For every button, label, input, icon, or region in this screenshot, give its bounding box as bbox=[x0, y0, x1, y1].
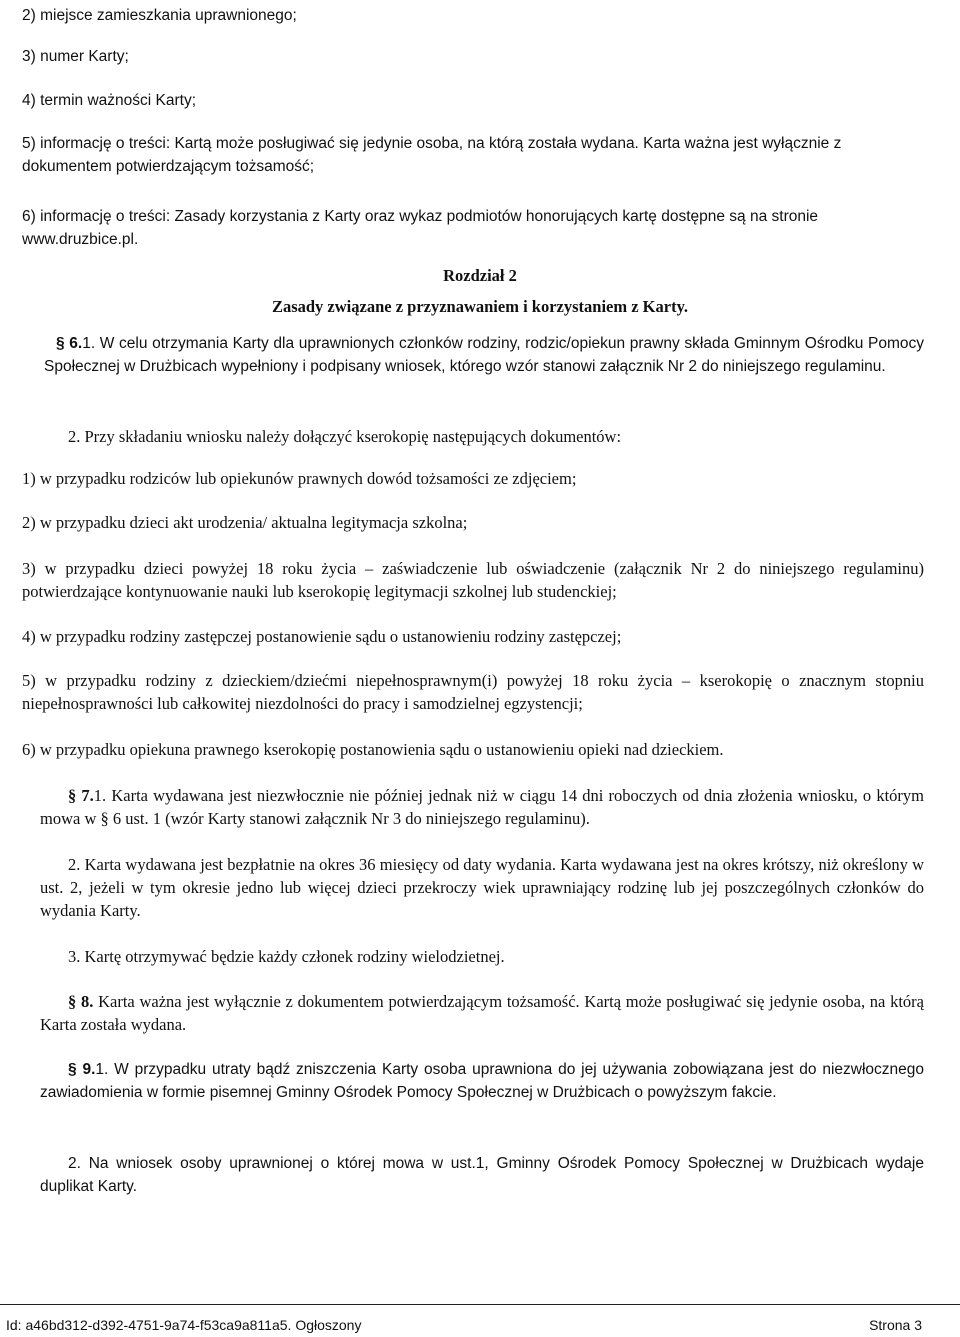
chapter-subtitle: Zasady związane z przyznawaniem i korzystaniem z Karty. bbox=[271, 297, 689, 316]
paragraph-6-2: 2. Przy składaniu wniosku należy dołączyć kserokopię następujących dokumentów: bbox=[68, 427, 622, 446]
list-item: 1) w przypadku rodziców lub opiekunów prawnych dowód tożsamości ze zdjęciem; bbox=[22, 469, 577, 488]
list-item: 3) numer Karty; bbox=[22, 48, 129, 65]
paragraph-text: 1. Karta wydawana jest niezwłocznie nie później jednak niż w ciągu 14 dni roboczych od dnia złożenia wniosku, o którym mowa w § 6 ust. 1 (wzór Karty stanowi załącznik Nr 3 do niniejszego regulaminu). bbox=[40, 786, 925, 828]
footer-divider bbox=[0, 1304, 960, 1305]
list-item: 4) termin ważności Karty; bbox=[22, 92, 196, 109]
paragraph-text: 1. W przypadku utraty bądź zniszczenia Karty osoba uprawniona do jej używania zobowiązana jest do niezwłocznego zawiadomienia w formie pisemnej Gminny Ośrodek Pomocy Społecznej w Drużbicach o powyższym fakcie. bbox=[40, 1061, 924, 1101]
chapter-title: Rozdział 2 bbox=[443, 266, 517, 285]
list-item: 2) miejsce zamieszkania uprawnionego; bbox=[22, 7, 297, 24]
paragraph-7-2: 2. Karta wydawana jest bezpłatnie na okres 36 miesięcy od daty wydania. Karta wydawana jest na okres krótszy, niż określony w ust. 2, jeżeli w tym okresie jedno lub więcej dzieci przekroczy wiek uprawniający rodzinę lub jej poszczególnych członków do wydania Karty. bbox=[40, 855, 924, 920]
paragraph-text: 1. W celu otrzymania Karty dla uprawnionych członków rodziny, rodzic/opiekun prawny składa Gminnym Ośrodku Pomocy Społecznej w Drużbicach wypełniony i podpisany wniosek, którego wzór stanowi załącznik Nr 2 do niniejszego regulaminu. bbox=[44, 335, 925, 375]
paragraph-7-3: 3. Kartę otrzymywać będzie każdy członek rodziny wielodzietnej. bbox=[68, 947, 505, 966]
list-item: 2) w przypadku dzieci akt urodzenia/ aktualna legitymacja szkolna; bbox=[22, 513, 468, 532]
list-item: 5) informację o treści: Kartą może posługiwać się jedynie osoba, na którą została wydana. Karta ważna jest wyłącznie z dokumentem potwierdzającym tożsamość; bbox=[22, 135, 842, 175]
paragraph-9-2: 2. Na wniosek osoby uprawnionej o której mowa w ust.1, Gminny Ośrodek Pomocy Społecznej w Drużbicach wydaje duplikat Karty. bbox=[40, 1155, 924, 1195]
list-item: 4) w przypadku rodziny zastępczej postanowienie sądu o ustanowieniu rodziny zastępczej; bbox=[22, 627, 622, 646]
list-item: 6) w przypadku opiekuna prawnego kserokopię postanowienia sądu o ustanowieniu opieki nad dzieckiem. bbox=[22, 740, 724, 759]
list-item: 6) informację o treści: Zasady korzystania z Karty oraz wykaz podmiotów honorujących kartę dostępne są na stronie www.druzbice.pl. bbox=[22, 208, 819, 248]
section-number: § 9. bbox=[68, 1061, 96, 1078]
footer-page-number: Strona 3 bbox=[869, 1317, 922, 1333]
paragraph-text: Karta ważna jest wyłącznie z dokumentem potwierdzającym tożsamość. Kartą może posługiwać się jedynie osoba, na którą Karta została wydana. bbox=[40, 992, 925, 1034]
footer-document-id: Id: a46bd312-d392-4751-9a74-f53ca9a811a5. Ogłoszony bbox=[6, 1317, 362, 1333]
section-number: § 7. bbox=[68, 786, 94, 805]
list-item: 5) w przypadku rodziny z dzieckiem/dziećmi niepełnosprawnym(i) powyżej 18 roku życia – kserokopię o znacznym stopniu niepełnosprawności lub całkowitej niezdolności do pracy i samodzielnej egzystencji; bbox=[22, 671, 924, 713]
list-item: 3) w przypadku dzieci powyżej 18 roku życia – zaświadczenie lub oświadczenie (załącznik Nr 2 do niniejszego regulaminu) potwierdzające kontynuowanie nauki lub kserokopię legitymacji szkolnej lub studenckiej; bbox=[22, 559, 924, 601]
section-number: § 6. bbox=[56, 335, 83, 352]
paragraph-8 bbox=[40, 990, 924, 1036]
paragraph-9-1 bbox=[40, 1058, 924, 1104]
paragraph-7-1 bbox=[40, 784, 924, 830]
paragraph-6-1 bbox=[44, 332, 924, 378]
section-number: § 8. bbox=[68, 992, 94, 1011]
